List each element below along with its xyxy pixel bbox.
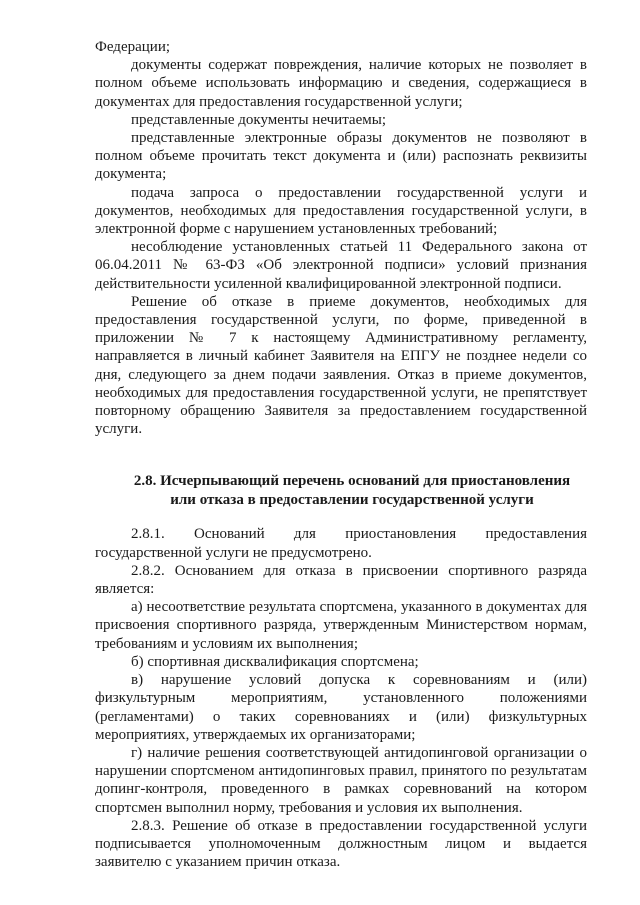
paragraph: документы содержат повреждения, наличие которых не позволяет в полном объеме использовать информацию и сведения, содержащиеся в документах для предоставления государственной услуги; [95, 57, 587, 110]
paragraph: 2.8.1. Оснований для приостановления предоставления государственной услуги не предусмотрено. [95, 526, 587, 561]
paragraph: представленные документы нечитаемы; [131, 111, 386, 128]
paragraph: Федерации; [95, 39, 171, 55]
section-heading [95, 472, 587, 509]
list-item: б) спортивная дисквалификация спортсмена; [131, 653, 419, 670]
paragraph: подача запроса о предоставлении государственной услуги и документов, необходимых для предоставления государственной услуги, в электронной форме с нарушением установленных требований; [95, 184, 587, 238]
document-page [95, 38, 587, 871]
list-item: г) наличие решения соответствующей антидопинговой организации о нарушении спортсменом антидопинговых правил, принятого по результатам допинг-контроля, проведенного в рамках соревнований на котором спортсмен выполнил норму, требования и условия их выполнения. [95, 744, 587, 816]
paragraph: несоблюдение установленных статьей 11 Федерального закона от 06.04.2011 № 63-ФЗ «Об электронной подписи» условий признания действительности усиленной квалифицированной электронной подписи. [95, 239, 587, 292]
list-item: в) нарушение условий допуска к соревнованиям и (или) физкультурным мероприятиям, установленного положениями (регламентами) о таких соревнованиях и (или) физкультурных мероприятиях, утверждаемых их организаторами; [95, 672, 587, 743]
paragraph: Решение об отказе в приеме документов, необходимых для предоставления государственной услуги, по форме, приведенной в приложении № 7 к настоящему Административному регламенту, направляется в личный кабинет Заявителя на ЕПГУ не позднее недели со дня, следующего за днем подачи заявления. Отказ в приеме документов, необходимых для предоставления государственной услуги, не препятствует повторному обращению Заявителя за предоставлением государственной услуги. [95, 293, 587, 438]
section-heading-line-2: или отказа в предоставлении государственной услуги [170, 491, 534, 508]
paragraph: представленные электронные образы документов не позволяют в полном объеме прочитать текст документа и (или) распознать реквизиты документа; [95, 130, 587, 183]
list-item: а) несоответствие результата спортсмена, указанного в документах для присвоения спортивного разряда, утвержденным Министерством нормам, требованиям и условиям их выполнения; [95, 599, 587, 652]
paragraph: 2.8.2. Основанием для отказа в присвоении спортивного разряда является: [95, 562, 587, 598]
section-heading-line-1: 2.8. Исчерпывающий перечень оснований для приостановления [133, 473, 571, 490]
paragraph: 2.8.3. Решение об отказе в предоставлении государственной услуги подписывается уполномоченным должностным лицом и выдается заявителю с указанием причин отказа. [95, 817, 587, 871]
